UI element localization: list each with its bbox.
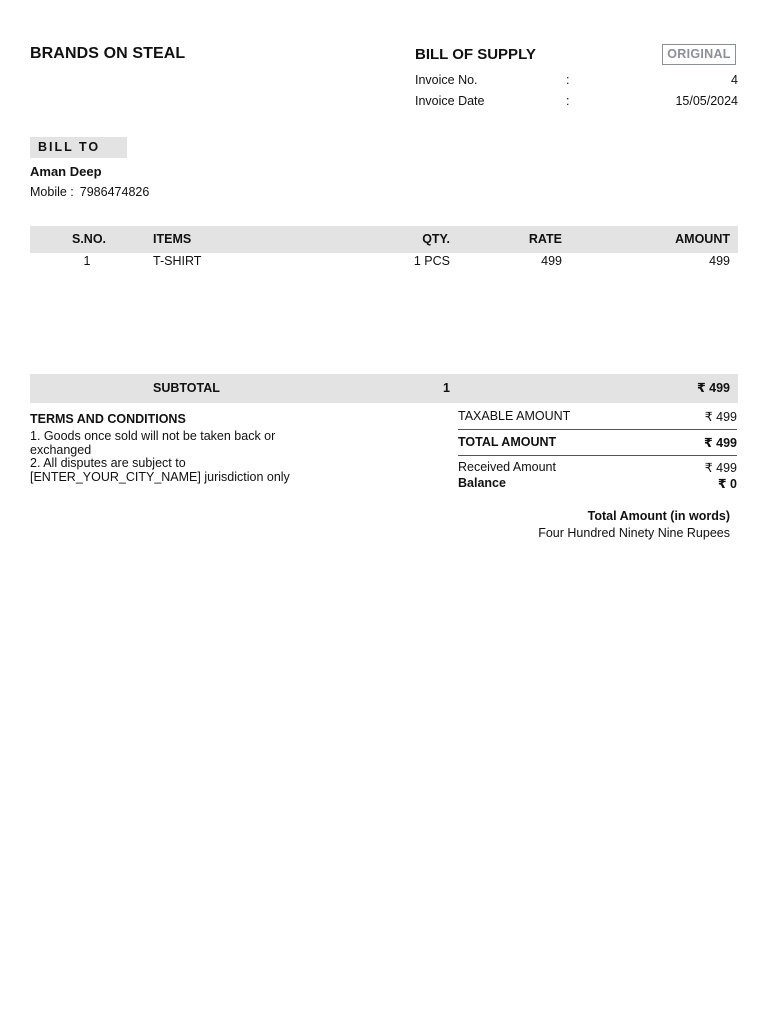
column-header-amount: AMOUNT	[675, 232, 730, 246]
row-amount: 499	[709, 254, 730, 268]
balance-row	[458, 476, 737, 492]
received-amount-value: ₹ 499	[704, 461, 737, 475]
terms-line-2: 2. All disputes are subject to [ENTER_YOUR_CITY_NAME] jurisdiction only	[30, 456, 290, 484]
balance-value: ₹ 0	[717, 477, 737, 491]
amount-in-words-value: Four Hundred Ninety Nine Rupees	[538, 526, 730, 540]
terms-text	[30, 430, 298, 484]
row-sno: 1	[83, 254, 91, 268]
invoice-number-colon: :	[566, 73, 570, 87]
invoice-date-value: 15/05/2024	[675, 94, 738, 108]
mobile-value: 7986474826	[79, 185, 150, 199]
document-title: BILL OF SUPPLY	[415, 46, 536, 63]
column-header-sno: S.NO.	[72, 232, 107, 246]
items-table-header	[30, 226, 738, 253]
received-amount-row	[458, 460, 737, 476]
column-header-qty: QTY.	[422, 232, 450, 246]
company-name: BRANDS ON STEAL	[30, 45, 186, 62]
subtotal-row	[30, 374, 738, 403]
taxable-amount-label: TAXABLE AMOUNT	[458, 409, 571, 423]
summary-divider-top	[458, 429, 737, 430]
summary-divider-bottom	[458, 455, 737, 456]
subtotal-amount: ₹ 499	[696, 381, 730, 395]
customer-mobile	[30, 185, 149, 199]
taxable-amount-value: ₹ 499	[704, 410, 737, 424]
column-header-rate: RATE	[528, 232, 562, 246]
copy-type-badge: ORIGINAL	[662, 44, 736, 65]
invoice-number-value: 4	[731, 73, 738, 87]
customer-name: Aman Deep	[30, 164, 102, 179]
terms-title: TERMS AND CONDITIONS	[30, 412, 186, 426]
total-amount-value: ₹ 499	[703, 436, 737, 450]
invoice-date-label: Invoice Date	[415, 94, 485, 108]
bill-to-label: BILL TO	[30, 137, 127, 158]
invoice-number-label: Invoice No.	[415, 73, 478, 87]
total-amount-row	[458, 435, 737, 451]
invoice-date-row	[415, 94, 738, 110]
invoice-number-row	[415, 73, 738, 89]
terms-line-1: 1. Goods once sold will not be taken back or exchanged	[30, 429, 276, 457]
row-item: T-SHIRT	[153, 254, 202, 268]
table-row	[30, 253, 738, 271]
row-qty: 1 PCS	[413, 254, 450, 268]
subtotal-label: SUBTOTAL	[153, 381, 220, 395]
row-rate: 499	[541, 254, 562, 268]
received-amount-label: Received Amount	[458, 460, 556, 474]
amount-in-words-title: Total Amount (in words)	[587, 509, 730, 523]
balance-label: Balance	[458, 476, 506, 490]
invoice-date-colon: :	[566, 94, 570, 108]
mobile-label: Mobile :	[30, 185, 74, 199]
total-amount-label: TOTAL AMOUNT	[458, 435, 557, 449]
subtotal-qty: 1	[443, 381, 450, 395]
column-header-items: ITEMS	[153, 232, 192, 246]
taxable-amount-row	[458, 409, 737, 425]
